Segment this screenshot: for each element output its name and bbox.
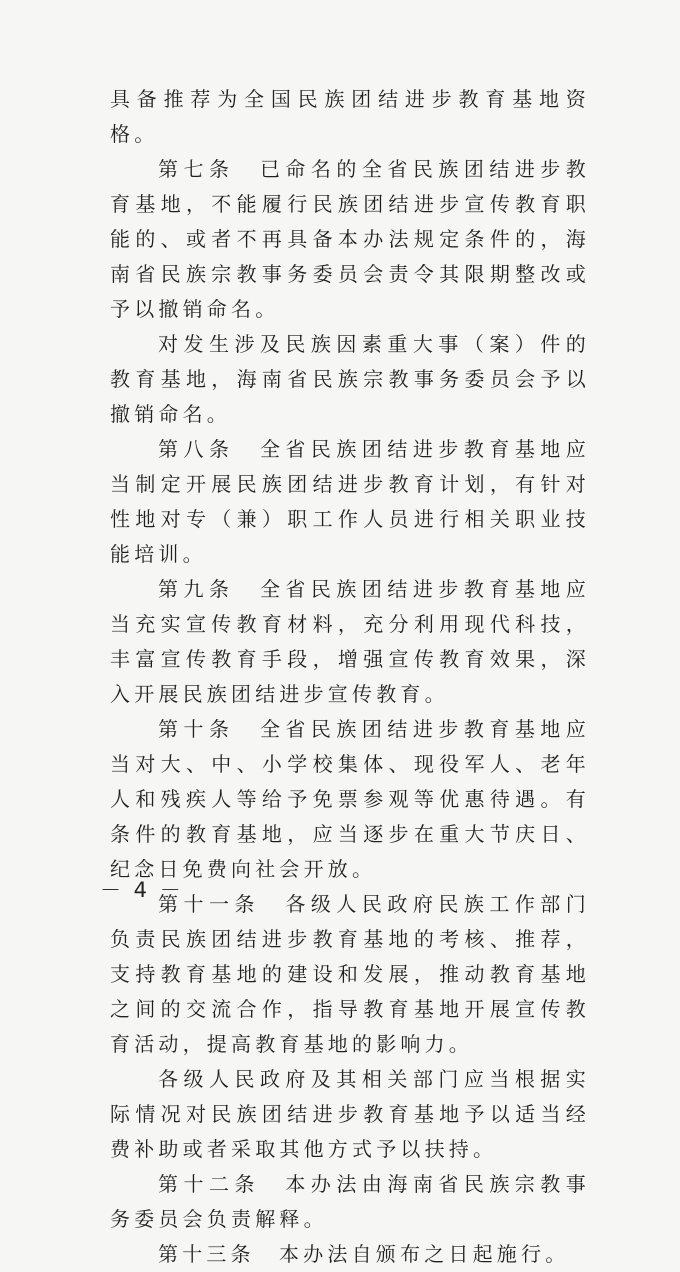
paragraph-article-7: 第七条 已命名的全省民族团结进步教育基地，不能履行民族团结进步宣传教育职能的、或者不再具备本办法规定条件的，海南省民族宗教事务委员会责令其限期整改或予以撤销命名。: [110, 157, 590, 321]
page-number: － 4 －: [100, 878, 184, 902]
paragraph-continuation: 具备推荐为全国民族团结进步教育基地资格。: [110, 87, 590, 146]
paragraph-revocation: 对发生涉及民族因素重大事（案）件的教育基地，海南省民族宗教事务委员会予以撤销命名。: [110, 332, 590, 426]
paragraph-article-12: 第十二条 本办法由海南省民族宗教事务委员会负责解释。: [110, 1172, 590, 1231]
paragraph-article-13: 第十三条 本办法自颁布之日起施行。: [158, 1242, 570, 1266]
paragraph-article-10: 第十条 全省民族团结进步教育基地应当对大、中、小学校集体、现役军人、老年人和残疾人等给予免票参观等优惠待遇。有条件的教育基地，应当逐步在重大节庆日、纪念日免费向社会开放。: [110, 717, 590, 881]
paragraph-funding-support: 各级人民政府及其相关部门应当根据实际情况对民族团结进步教育基地予以适当经费补助或者采取其他方式予以扶持。: [110, 1067, 590, 1161]
paragraph-article-8: 第八条 全省民族团结进步教育基地应当制定开展民族团结进步教育计划，有针对性地对专（兼）职工作人员进行相关职业技能培训。: [110, 437, 590, 566]
document-body: [110, 82, 590, 1272]
paragraph-article-11: 第十一条 各级人民政府民族工作部门负责民族团结进步教育基地的考核、推荐，支持教育基地的建设和发展，推动教育基地之间的交流合作，指导教育基地开展宣传教育活动，提高教育基地的影响力。: [110, 892, 590, 1056]
paragraph-article-9: 第九条 全省民族团结进步教育基地应当充实宣传教育材料，充分利用现代科技，丰富宣传教育手段，增强宣传教育效果，深入开展民族团结进步宣传教育。: [110, 577, 590, 706]
